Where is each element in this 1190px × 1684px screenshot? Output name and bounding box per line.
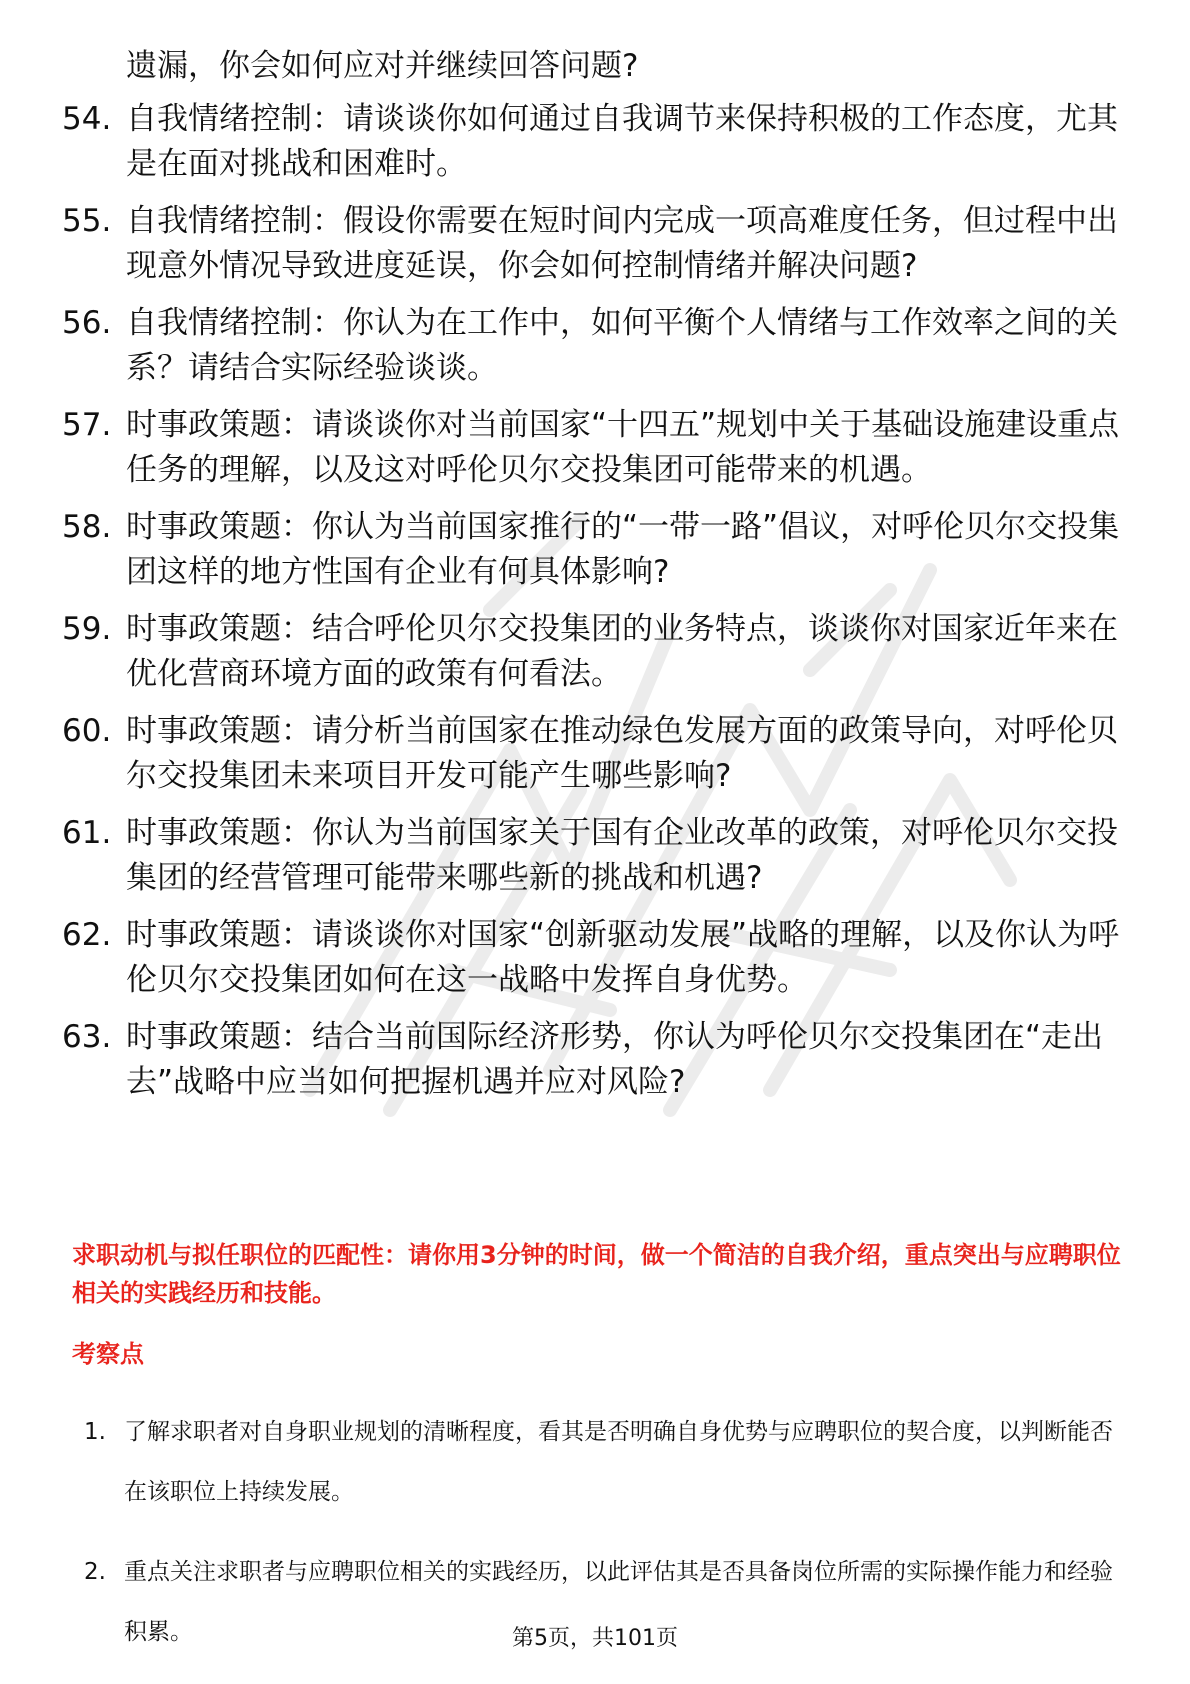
- section-title: 考察点: [72, 1340, 144, 1368]
- question-item: [62, 97, 1132, 187]
- question-text: 遗漏，你会如何应对并继续回答问题?: [126, 48, 639, 84]
- point-text: 了解求职者对自身职业规划的清晰程度，看其是否明确自身优势与应聘职位的契合度，以判断能否在该职位上持续发展。: [124, 1419, 1113, 1505]
- question-text: 时事政策题：你认为当前国家关于国有企业改革的政策，对呼伦贝尔交投集团的经营管理可能带来哪些新的挑战和机遇?: [126, 815, 1118, 896]
- question-number: 60.: [62, 713, 112, 749]
- question-item: [62, 811, 1132, 901]
- point-number: 2.: [84, 1559, 106, 1585]
- question-item: [62, 1015, 1132, 1105]
- question-text: 自我情绪控制：你认为在工作中，如何平衡个人情绪与工作效率之间的关系？请结合实际经验谈谈。: [126, 305, 1118, 386]
- question-item: [62, 709, 1132, 799]
- question-list: [62, 44, 1132, 1117]
- point-text: 重点关注求职者与应聘职位相关的实践经历，以此评估其是否具备岗位所需的实际操作能力和经验积累。: [124, 1559, 1113, 1645]
- question-text: 时事政策题：请谈谈你对国家“创新驱动发展”战略的理解，以及你认为呼伦贝尔交投集团如何在这一战略中发挥自身优势。: [126, 917, 1120, 998]
- question-text: 时事政策题：结合当前国际经济形势，你认为呼伦贝尔交投集团在“走出去”战略中应当如何把握机遇并应对风险?: [126, 1019, 1104, 1100]
- question-text: 时事政策题：结合呼伦贝尔交投集团的业务特点，谈谈你对国家近年来在优化营商环境方面的政策有何看法。: [126, 611, 1118, 692]
- question-item: [62, 505, 1132, 595]
- question-number: 56.: [62, 305, 112, 341]
- question-item: [62, 913, 1132, 1003]
- question-number: 62.: [62, 917, 112, 953]
- question-item: [62, 199, 1132, 289]
- question-number: 59.: [62, 611, 112, 647]
- question-text: 时事政策题：你认为当前国家推行的“一带一路”倡议，对呼伦贝尔交投集团这样的地方性国有企业有何具体影响?: [126, 509, 1120, 590]
- highlight-question: 求职动机与拟任职位的匹配性：请你用3分钟的时间，做一个简洁的自我介绍，重点突出与应聘职位相关的实践经历和技能。: [72, 1241, 1121, 1307]
- question-text: 时事政策题：请谈谈你对当前国家“十四五”规划中关于基础设施建设重点任务的理解，以及这对呼伦贝尔交投集团可能带来的机遇。: [126, 407, 1120, 488]
- question-text: 自我情绪控制：假设你需要在短时间内完成一项高难度任务，但过程中出现意外情况导致进度延误，你会如何控制情绪并解决问题?: [126, 203, 1118, 284]
- point-number: 1.: [84, 1419, 106, 1445]
- page-footer: 第5页，共101页: [512, 1626, 678, 1651]
- question-number: 58.: [62, 509, 112, 545]
- question-number: 61.: [62, 815, 112, 851]
- question-item: [62, 44, 1132, 89]
- question-number: 63.: [62, 1019, 112, 1055]
- question-number: 54.: [62, 101, 112, 137]
- question-text: 自我情绪控制：请谈谈你如何通过自我调节来保持积极的工作态度，尤其是在面对挑战和困难时。: [126, 101, 1118, 182]
- question-text: 时事政策题：请分析当前国家在推动绿色发展方面的政策导向，对呼伦贝尔交投集团未来项目开发可能产生哪些影响?: [126, 713, 1118, 794]
- question-number: 55.: [62, 203, 112, 239]
- question-item: [62, 607, 1132, 697]
- question-item: [62, 403, 1132, 493]
- evaluation-point: [84, 1402, 1124, 1522]
- question-item: [62, 301, 1132, 391]
- question-number: 57.: [62, 407, 112, 443]
